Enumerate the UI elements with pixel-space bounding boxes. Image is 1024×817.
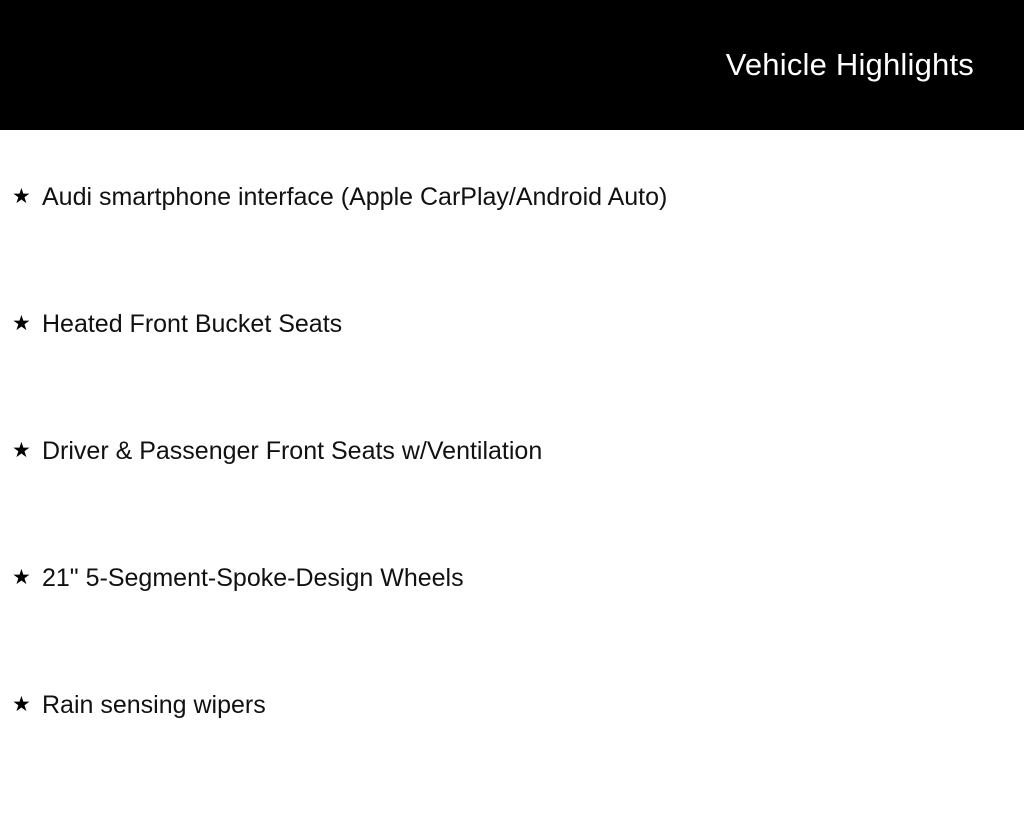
list-item [0, 690, 1024, 817]
page-title: Vehicle Highlights [725, 46, 974, 82]
list-item [0, 563, 1024, 690]
star-icon: ★ [12, 439, 31, 462]
highlight-text: Heated Front Bucket Seats [42, 310, 343, 338]
star-icon: ★ [12, 566, 31, 589]
highlight-text: Rain sensing wipers [42, 691, 266, 719]
header-bar [0, 0, 1024, 130]
star-icon: ★ [12, 185, 31, 208]
star-icon: ★ [12, 312, 31, 335]
star-icon: ★ [12, 693, 31, 716]
highlight-text: 21" 5-Segment-Spoke-Design Wheels [42, 564, 464, 592]
highlight-text: Driver & Passenger Front Seats w/Ventilation [42, 437, 543, 465]
highlight-text: Audi smartphone interface (Apple CarPlay/Android Auto) [42, 183, 668, 211]
vehicle-highlights-list [0, 130, 1024, 817]
list-item [0, 309, 1024, 436]
list-item [0, 436, 1024, 563]
list-item [0, 130, 1024, 309]
